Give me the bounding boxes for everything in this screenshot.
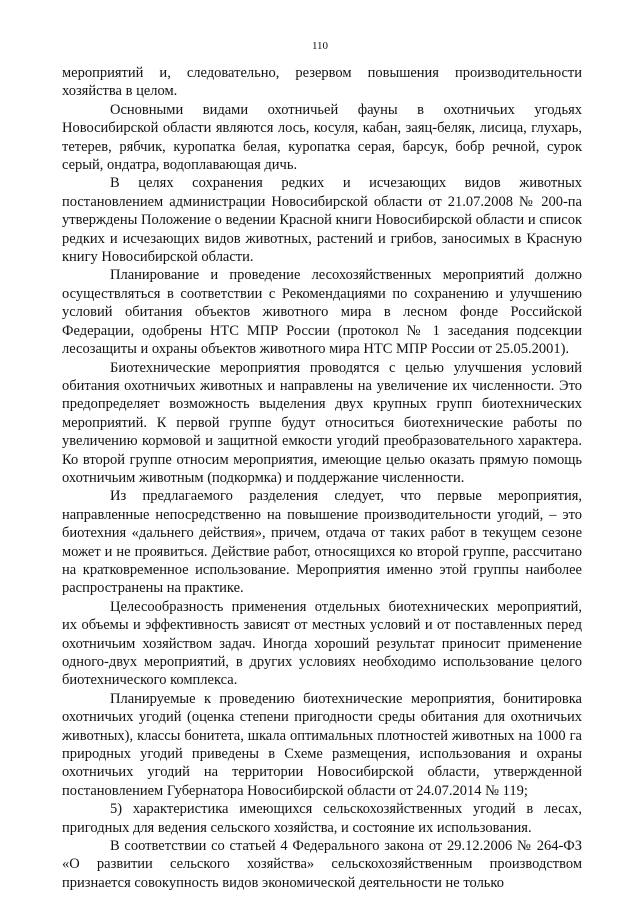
paragraph-4: Планирование и проведение лесохозяйственных мероприятий должно осуществляться в соответствии с Рекомендациями по сохранению и улучшению условий обитания объектов животного мира в лесном фонде Российской Федерации, одобрены НТС МПР России (протокол № 1 заседания подсекции лесозащиты и охраны объектов животного мира НТС МПР России от 25.05.2001). — [62, 267, 582, 358]
paragraph-7: Целесообразность применения отдельных биотехнических мероприятий, их объемы и эффективность зависят от местных условий и от поставленных перед охотничьим хозяйством задач. Иногда хороший результат приносит применение одного-двух мероприятий, в других условиях необходимо использование целого биотехнического комплекса. — [62, 598, 582, 689]
paragraph-5: Биотехнические мероприятия проводятся с целью улучшения условий обитания охотничьих животных и направлены на увеличение их численности. Это предопределяет возможность выделения двух крупных групп биотехнических мероприятий. К первой группе будут относиться биотехнические работы по увеличению кормовой и защитной емкости угодий преобразовательного характера. Ко второй группе относим мероприятия, имеющие целью оказать прямую помощь охотничьим животным (подкормка) и поддержание численности. — [62, 359, 582, 486]
paragraph-3: В целях сохранения редких и исчезающих видов животных постановлением администрации Новосибирской области от 21.07.2008 № 200-па утверждены Положение о ведении Красной книги Новосибирской области и список редких и исчезающих видов животных, растений и грибов, заносимых в Красную книгу Новосибирской области. — [62, 175, 582, 266]
document-body — [62, 64, 582, 892]
paragraph-8: Планируемые к проведению биотехнические мероприятия, бонитировка охотничьих угодий (оценка степени пригодности среды обитания для охотничьих животных), классы бонитета, шкала оптимальных плотностей животных на 1000 га природных угодий приведены в Схеме размещения, использования и охраны охотничьих угодий на территории Новосибирской области, утвержденной постановлением Губернатора Новосибирской области от 24.07.2014 № 119; — [62, 690, 582, 799]
paragraph-1: мероприятий и, следовательно, резервом повышения производительности хозяйства в целом. — [62, 65, 582, 100]
paragraph-2: Основными видами охотничьей фауны в охотничьих угодьях Новосибирской области являются лось, косуля, кабан, заяц-беляк, лисица, глухарь, тетерев, рябчик, куропатка белая, куропатка серая, барсук, бобр речной, сурок серый, ондатра, водоплавающая дичь. — [62, 101, 582, 174]
paragraph-10: В соответствии со статьей 4 Федерального закона от 29.12.2006 № 264-ФЗ «О развитии сельского хозяйства» сельскохозяйственным производством признается совокупность видов экономической деятельности не только — [62, 838, 582, 891]
paragraph-6: Из предлагаемого разделения следует, что первые мероприятия, направленные непосредственно на повышение производительности угодий, – это биотехния «дальнего действия», причем, отдача от таких работ в текущем сезоне может и не проявиться. Действие работ, относящихся ко второй группе, рассчитано на кратковременное использование. Мероприятия именно этой группы наиболее распространены на практике. — [62, 488, 582, 597]
paragraph-9: 5) характеристика имеющихся сельскохозяйственных угодий в лесах, пригодных для ведения сельского хозяйства, и состояние их использования. — [62, 801, 582, 836]
page-number: 110 — [311, 40, 329, 52]
